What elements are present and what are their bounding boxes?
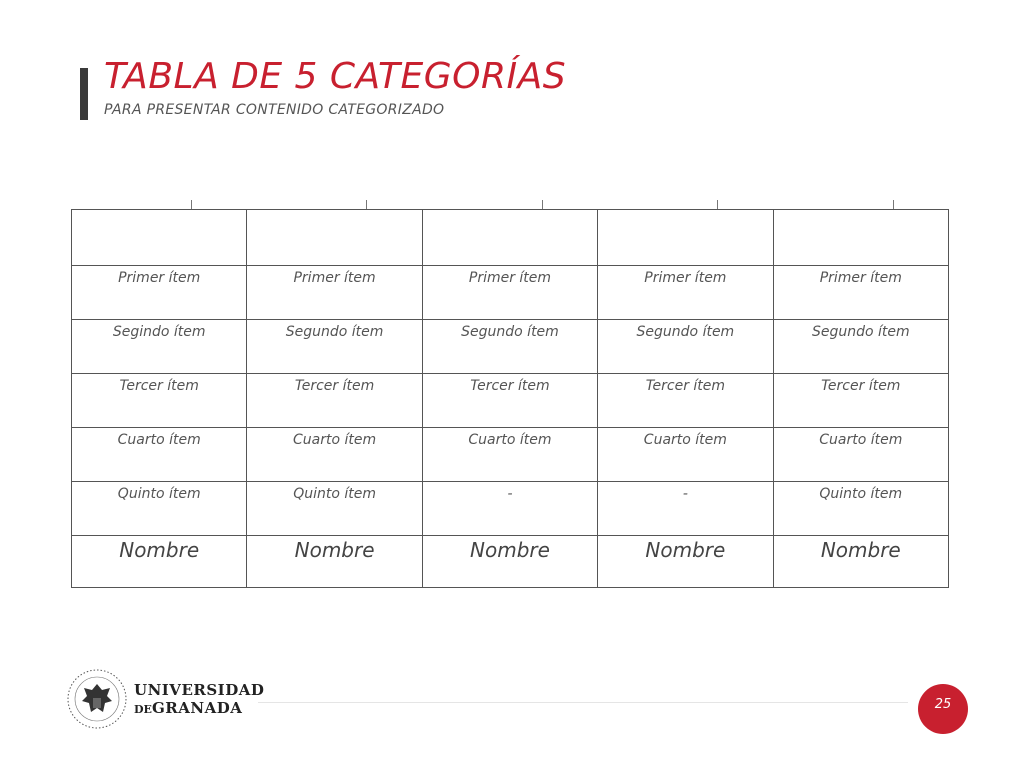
table-cell: Segundo ítem: [422, 320, 597, 374]
table-cell: Segundo ítem: [773, 320, 948, 374]
category-name-cell: Nombre: [422, 536, 597, 588]
table-cell: Primer ítem: [598, 266, 773, 320]
table-cell: Cuarto ítem: [773, 428, 948, 482]
category-header-cell: [773, 210, 948, 266]
table-cell: Cuarto ítem: [422, 428, 597, 482]
slide-title: TABLA DE 5 CATEGORÍAS: [104, 56, 567, 97]
category-name-cell: Nombre: [72, 536, 247, 588]
table-cell: Cuarto ítem: [72, 428, 247, 482]
university-line2-wrap: [134, 699, 264, 719]
table-cell: Tercer ítem: [422, 374, 597, 428]
university-prefix: DE: [134, 703, 152, 716]
table-header-row: [72, 210, 949, 266]
category-header-cell: [598, 210, 773, 266]
category-table: [71, 209, 949, 588]
table-cell: Tercer ítem: [72, 374, 247, 428]
table-cell: Tercer ítem: [598, 374, 773, 428]
table-cell: Primer ítem: [72, 266, 247, 320]
page-number-badge: 25: [918, 684, 968, 734]
table-cell: Cuarto ítem: [598, 428, 773, 482]
category-header-cell: [72, 210, 247, 266]
category-header-cell: [422, 210, 597, 266]
table-cell: Segundo ítem: [247, 320, 422, 374]
table-cell: Primer ítem: [247, 266, 422, 320]
category-header-cell: [247, 210, 422, 266]
table-cell: Cuarto ítem: [247, 428, 422, 482]
university-name: [134, 681, 264, 719]
table-cell: Quinto ítem: [72, 482, 247, 536]
university-line1: UNIVERSIDAD: [134, 681, 265, 699]
footer-divider: [258, 702, 908, 703]
table-cell: Primer ítem: [422, 266, 597, 320]
slide-subtitle: PARA PRESENTAR CONTENIDO CATEGORIZADO: [104, 102, 445, 118]
category-name-cell: Nombre: [598, 536, 773, 588]
table-cell: -: [598, 482, 773, 536]
table-cell: -: [422, 482, 597, 536]
table-cell: Quinto ítem: [773, 482, 948, 536]
table-cell: Primer ítem: [773, 266, 948, 320]
table-cell: Tercer ítem: [247, 374, 422, 428]
table-cell: Segundo ítem: [598, 320, 773, 374]
university-seal-logo: [66, 668, 128, 730]
table-row: [72, 320, 949, 374]
table-row: [72, 482, 949, 536]
table-cell: Segindo ítem: [72, 320, 247, 374]
category-name-cell: Nombre: [247, 536, 422, 588]
category-name-cell: Nombre: [773, 536, 948, 588]
title-accent-bar: [80, 68, 88, 120]
university-line2: GRANADA: [151, 699, 243, 717]
table-row: [72, 428, 949, 482]
table-row: [72, 266, 949, 320]
table-name-row: [72, 536, 949, 588]
table-row: [72, 374, 949, 428]
table-cell: Quinto ítem: [247, 482, 422, 536]
table-cell: Tercer ítem: [773, 374, 948, 428]
